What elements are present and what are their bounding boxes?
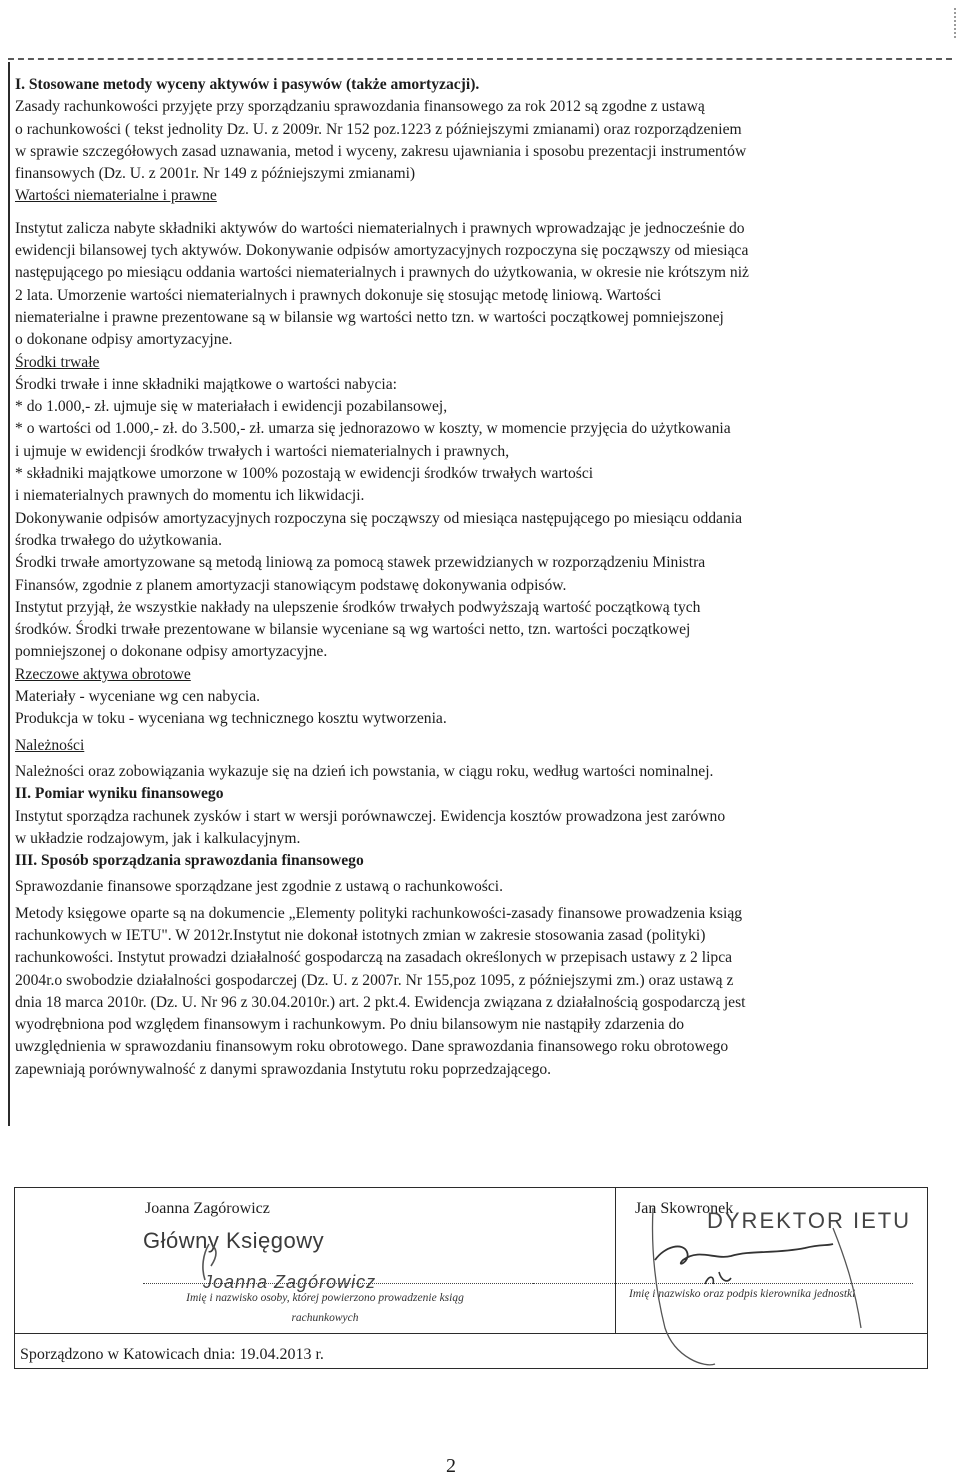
paragraph-line: Instytut sporządza rachunek zysków i start w wersji porównawczej. Ewidencja kosztów prowadzona jest zarówno: [15, 807, 726, 825]
paragraph-line: i ujmuje w ewidencji środków trwałych i wartości niematerialnych i prawnych,: [15, 442, 510, 460]
paragraph-line: o dokonane odpisy amortyzacyjne.: [15, 331, 233, 349]
paragraph-line: zapewniają porównywalność z danymi sprawozdania Instytutu roku poprzedzającego.: [15, 1060, 552, 1078]
caption-line: rachunkowych: [291, 1312, 359, 1324]
paragraph-line: Materiały - wyceniane wg cen nabycia.: [15, 688, 261, 706]
paragraph-line: dnia 18 marca 2010r. (Dz. U. Nr 96 z 30.04.2010r.) art. 2 pkt.4. Ewidencja związana z działalnością gospodarczą jest: [15, 993, 746, 1011]
subheading-rzeczowe: Rzeczowe aktywa obrotowe: [15, 665, 191, 683]
paragraph-line: Zasady rachunkowości przyjęte przy sporządzaniu sprawozdania finansowego za rok 2012 są zgodne z ustawą: [15, 98, 705, 116]
paragraph-line: Finansów, zgodnie z planem amortyzacji stanowiącym podstawę dokonywania odpisów.: [15, 576, 567, 594]
paragraph-line: rachunkowych w IETU". W 2012r.Instytut nie dokonał istotnych zmian w zakresie stosowania zasad (polityki): [15, 926, 706, 944]
section-heading-3: III. Sposób sporządzania sprawozdania finansowego: [15, 852, 364, 870]
accountant-name: Joanna Zagórowicz: [145, 1200, 270, 1217]
paragraph-line: ewidencji bilansowej tych aktywów. Dokonywanie odpisów amortyzacyjnych rozpoczyna się począwszy od miesiąca: [15, 242, 749, 260]
subheading-srodki: Środki trwałe: [15, 353, 100, 371]
paragraph-line: Dokonywanie odpisów amortyzacyjnych rozpoczyna się począwszy od miesiąca następującego po miesiącu oddania: [15, 509, 743, 527]
paragraph-line: wyodrębniona pod względem finansowym i rachunkowym. Po dniu bilansowym nie nastąpiły zdarzenia do: [15, 1016, 685, 1034]
director-signature-stroke: [655, 1244, 833, 1264]
paragraph-line: rachunkowości. Instytut prowadzi działalność gospodarczą na zasadach określonych w przepisach ustawy z 2 lipca: [15, 949, 733, 967]
caption-line: Imię i nazwisko osoby, której powierzono prowadzenie ksiąg: [186, 1292, 464, 1304]
page-number: 2: [446, 1455, 456, 1477]
paragraph-line: w sprawie szczegółowych zasad uznawania, metod i wyceny, zakresu ujawniania i sposobu prezentacji instrumentów: [15, 142, 747, 160]
director-stamp: DYREKTOR IETU: [707, 1208, 912, 1233]
accountant-name-stamp: Joanna Zagórowicz: [203, 1272, 377, 1292]
paragraph-line: Środki trwałe i inne składniki majątkowe o wartości nabycia:: [15, 375, 397, 393]
paragraph-line: uwzględnienia w sprawozdaniu finansowym roku obrotowego. Dane sprawozdania finansowego roku obrotowego: [15, 1038, 729, 1056]
paragraph-line: * do 1.000,- zł. ujmuje się w materiałach i ewidencji pozabilansowej,: [15, 398, 448, 416]
paragraph-line: środków. Środki trwałe prezentowane w bilansie wyceniane są wg wartości netto, tzn. wartości początkowej: [15, 621, 691, 639]
paragraph-line: pomniejszonej o dokonane odpisy amortyzacyjne.: [15, 643, 328, 661]
paragraph-line: Produkcja w toku - wyceniana wg technicznego kosztu wytworzenia.: [15, 710, 447, 728]
paragraph-line: środka trwałego do użytkowania.: [15, 531, 222, 549]
paragraph-line: * składniki majątkowe umorzone w 100% pozostają w ewidencji środków trwałych wartości: [15, 465, 594, 483]
director-signature-stroke: [705, 1272, 731, 1284]
paragraph-line: Metody księgowe oparte są na dokumencie „Elementy polityki rachunkowości-zasady finansowe prowadzenia ksiąg: [15, 904, 743, 922]
paragraph-line: Należności oraz zobowiązania wykazuje się na dzień ich powstania, w ciągu roku, według wartości nominalnej.: [15, 762, 714, 780]
place-date: Sporządzono w Katowicach dnia: 19.04.2013 r.: [20, 1346, 324, 1363]
accountant-signature-stroke: [203, 1244, 216, 1280]
top-dashed-rule: [8, 58, 952, 60]
paragraph-line: niematerialne i prawne prezentowane są w bilansie wg wartości netto tzn. w wartości początkowej pomniejszonej: [15, 308, 724, 326]
paragraph-line: 2 lata. Umorzenie wartości niematerialnych i prawnych dokonuje się stosując metodę liniową. Wartości: [15, 286, 662, 304]
director-signature-stroke: [653, 1208, 716, 1365]
subheading-wartosci: Wartości niematerialne i prawne: [15, 187, 217, 205]
accountant-title-stamp: Główny Księgowy: [143, 1228, 325, 1253]
document-body: [15, 74, 927, 1081]
signature-table: [14, 1187, 928, 1369]
paragraph-line: o rachunkowości ( tekst jednolity Dz. U. z 2009r. Nr 152 poz.1223 z późniejszymi zmianami) oraz rozporządzeniem: [15, 120, 742, 138]
director-caption: Imię i nazwisko oraz podpis kierownika jednostki: [629, 1288, 856, 1300]
paragraph-line: 2004r.o swobodzie działalności gospodarczej (Dz. U. z 2007r. Nr 155,poz 1095, z późniejszymi zm.) oraz ustawą z: [15, 971, 734, 989]
paragraph-line: i niematerialnych prawnych do momentu ich likwidacji.: [15, 487, 365, 505]
paragraph-line: Instytut przyjął, że wszystkie nakłady na ulepszenie środków trwałych podwyższają wartość początkową tych: [15, 598, 701, 616]
paragraph-line: następującego po miesiącu oddania wartości niematerialnych i prawnych do użytkowania, w okresie nie krótszym niż: [15, 264, 749, 282]
section-heading-2: II. Pomiar wyniku finansowego: [15, 785, 224, 803]
paragraph-line: finansowych (Dz. U. z 2001r. Nr 149 z późniejszymi zmianami): [15, 165, 416, 183]
paragraph-line: Sprawozdanie finansowe sporządzane jest zgodnie z ustawą o rachunkowości.: [15, 878, 503, 896]
paragraph-line: Środki trwałe amortyzowane są metodą liniową za pomocą stawek przewidzianych w rozporządzeniu Ministra: [15, 554, 706, 572]
paragraph-line: Instytut zalicza nabyte składniki aktywów do wartości niematerialnych i prawnych wprowadzając je jednocześnie do: [15, 219, 745, 237]
section-heading-1: I. Stosowane metody wyceny aktywów i pasywów (także amortyzacji).: [15, 76, 480, 93]
director-signature-stroke: [833, 1228, 861, 1328]
paragraph-line: * o wartości od 1.000,- zł. do 3.500,- zł. umarza się jednorazowo w koszty, w momencie przyjęcia do użytkowania: [15, 420, 731, 438]
paragraph-line: w układzie rodzajowym, jak i kalkulacyjnym.: [15, 829, 301, 847]
scan-specks: [952, 8, 956, 38]
director-name: Jan Skowronek: [635, 1200, 734, 1217]
subheading-naleznosci: Należności: [15, 736, 85, 754]
